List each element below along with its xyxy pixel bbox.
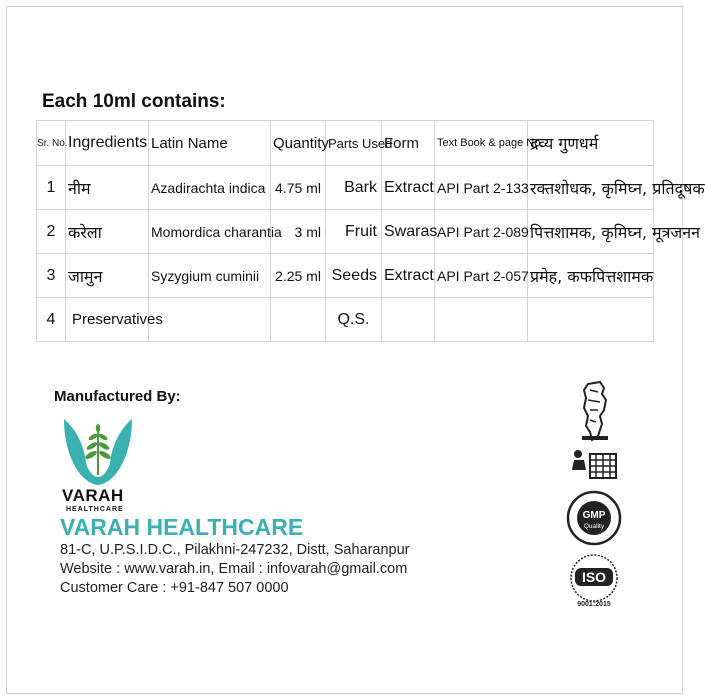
row-latin: Momordica charantia xyxy=(149,210,271,254)
gmp-seal-icon xyxy=(566,490,622,546)
row-form: Extract xyxy=(382,254,435,298)
logo-subtext: HEALTHCARE xyxy=(66,506,124,513)
row-ingredient: जामुन xyxy=(66,254,149,298)
row-form: Extract xyxy=(382,166,435,210)
row-part: Seeds xyxy=(326,254,382,298)
row-form xyxy=(382,298,435,342)
iso-seal-icon xyxy=(566,552,622,608)
row-quantity: 4.75 ml xyxy=(271,166,326,210)
table-row xyxy=(37,254,654,298)
row-latin: Syzygium cuminii xyxy=(149,254,271,298)
company-contact: Website : www.varah.in, Email : infovarah@gmail.com xyxy=(60,561,408,577)
row-quantity: 2.25 ml xyxy=(271,254,326,298)
row-quantity xyxy=(271,298,326,342)
row-ingredient: Preservatives xyxy=(66,298,149,342)
table-row xyxy=(37,210,654,254)
factory-icon xyxy=(570,448,618,480)
row-dravya xyxy=(528,298,654,342)
row-part: Fruit xyxy=(326,210,382,254)
company-name: VARAH HEALTHCARE xyxy=(60,514,304,540)
iso-sub: 9001:2015 xyxy=(577,601,611,608)
table-row xyxy=(37,166,654,210)
varah-logo-icon xyxy=(60,415,136,491)
gmp-label: GMP xyxy=(582,510,606,521)
ingredients-table-wrap xyxy=(36,120,705,342)
iso-label: ISO xyxy=(581,569,607,585)
row-ingredient: करेला xyxy=(66,210,149,254)
ingredients-table xyxy=(36,120,705,342)
row-latin: Azadirachta indica xyxy=(149,166,271,210)
row-ingredient: नीम xyxy=(66,166,149,210)
header-dravya: द्रव्य गुणधर्म xyxy=(528,121,654,166)
row-book: API Part 2-089 xyxy=(435,210,528,254)
header-parts: Parts Used xyxy=(326,121,382,166)
row-form: Swaras xyxy=(382,210,435,254)
header-textbook: Text Book & page No. xyxy=(435,121,528,166)
lion-emblem-icon xyxy=(578,380,612,442)
row-book: API Part 2-057 xyxy=(435,254,528,298)
row-quantity: 3 ml xyxy=(271,210,326,254)
customer-care: Customer Care : +91-847 507 0000 xyxy=(60,580,289,596)
table-row xyxy=(37,298,654,342)
header-ingredients: Ingredients xyxy=(66,121,149,166)
row-sr: 4 xyxy=(37,298,66,342)
table-header-row xyxy=(37,121,654,166)
header-form: Form xyxy=(382,121,435,166)
row-dravya: पित्तशामक, कृमिघ्न, मूत्रजनन xyxy=(528,210,654,254)
row-part: Bark xyxy=(326,166,382,210)
row-part: Q.S. xyxy=(326,298,382,342)
header-quantity: Quantity xyxy=(271,121,326,166)
company-address: 81-C, U.P.S.I.D.C., Pilakhni-247232, Distt, Saharanpur xyxy=(60,542,410,558)
row-dravya: प्रमेह, कफपित्तशामक xyxy=(528,254,654,298)
manufactured-by-label: Manufactured By: xyxy=(54,388,181,405)
row-book: API Part 2-133 xyxy=(435,166,528,210)
logo-wordmark: VARAH xyxy=(62,486,124,505)
header-latin: Latin Name xyxy=(149,121,271,166)
row-sr: 2 xyxy=(37,210,66,254)
row-dravya: रक्तशोधक, कृमिघ्न, प्रतिदूषक xyxy=(528,166,654,210)
header-sr: Sr. No. xyxy=(37,121,66,166)
row-sr: 1 xyxy=(37,166,66,210)
row-sr: 3 xyxy=(37,254,66,298)
row-latin xyxy=(149,298,271,342)
gmp-sub: Quality xyxy=(583,523,605,530)
row-book xyxy=(435,298,528,342)
contents-heading: Each 10ml contains: xyxy=(42,91,226,112)
